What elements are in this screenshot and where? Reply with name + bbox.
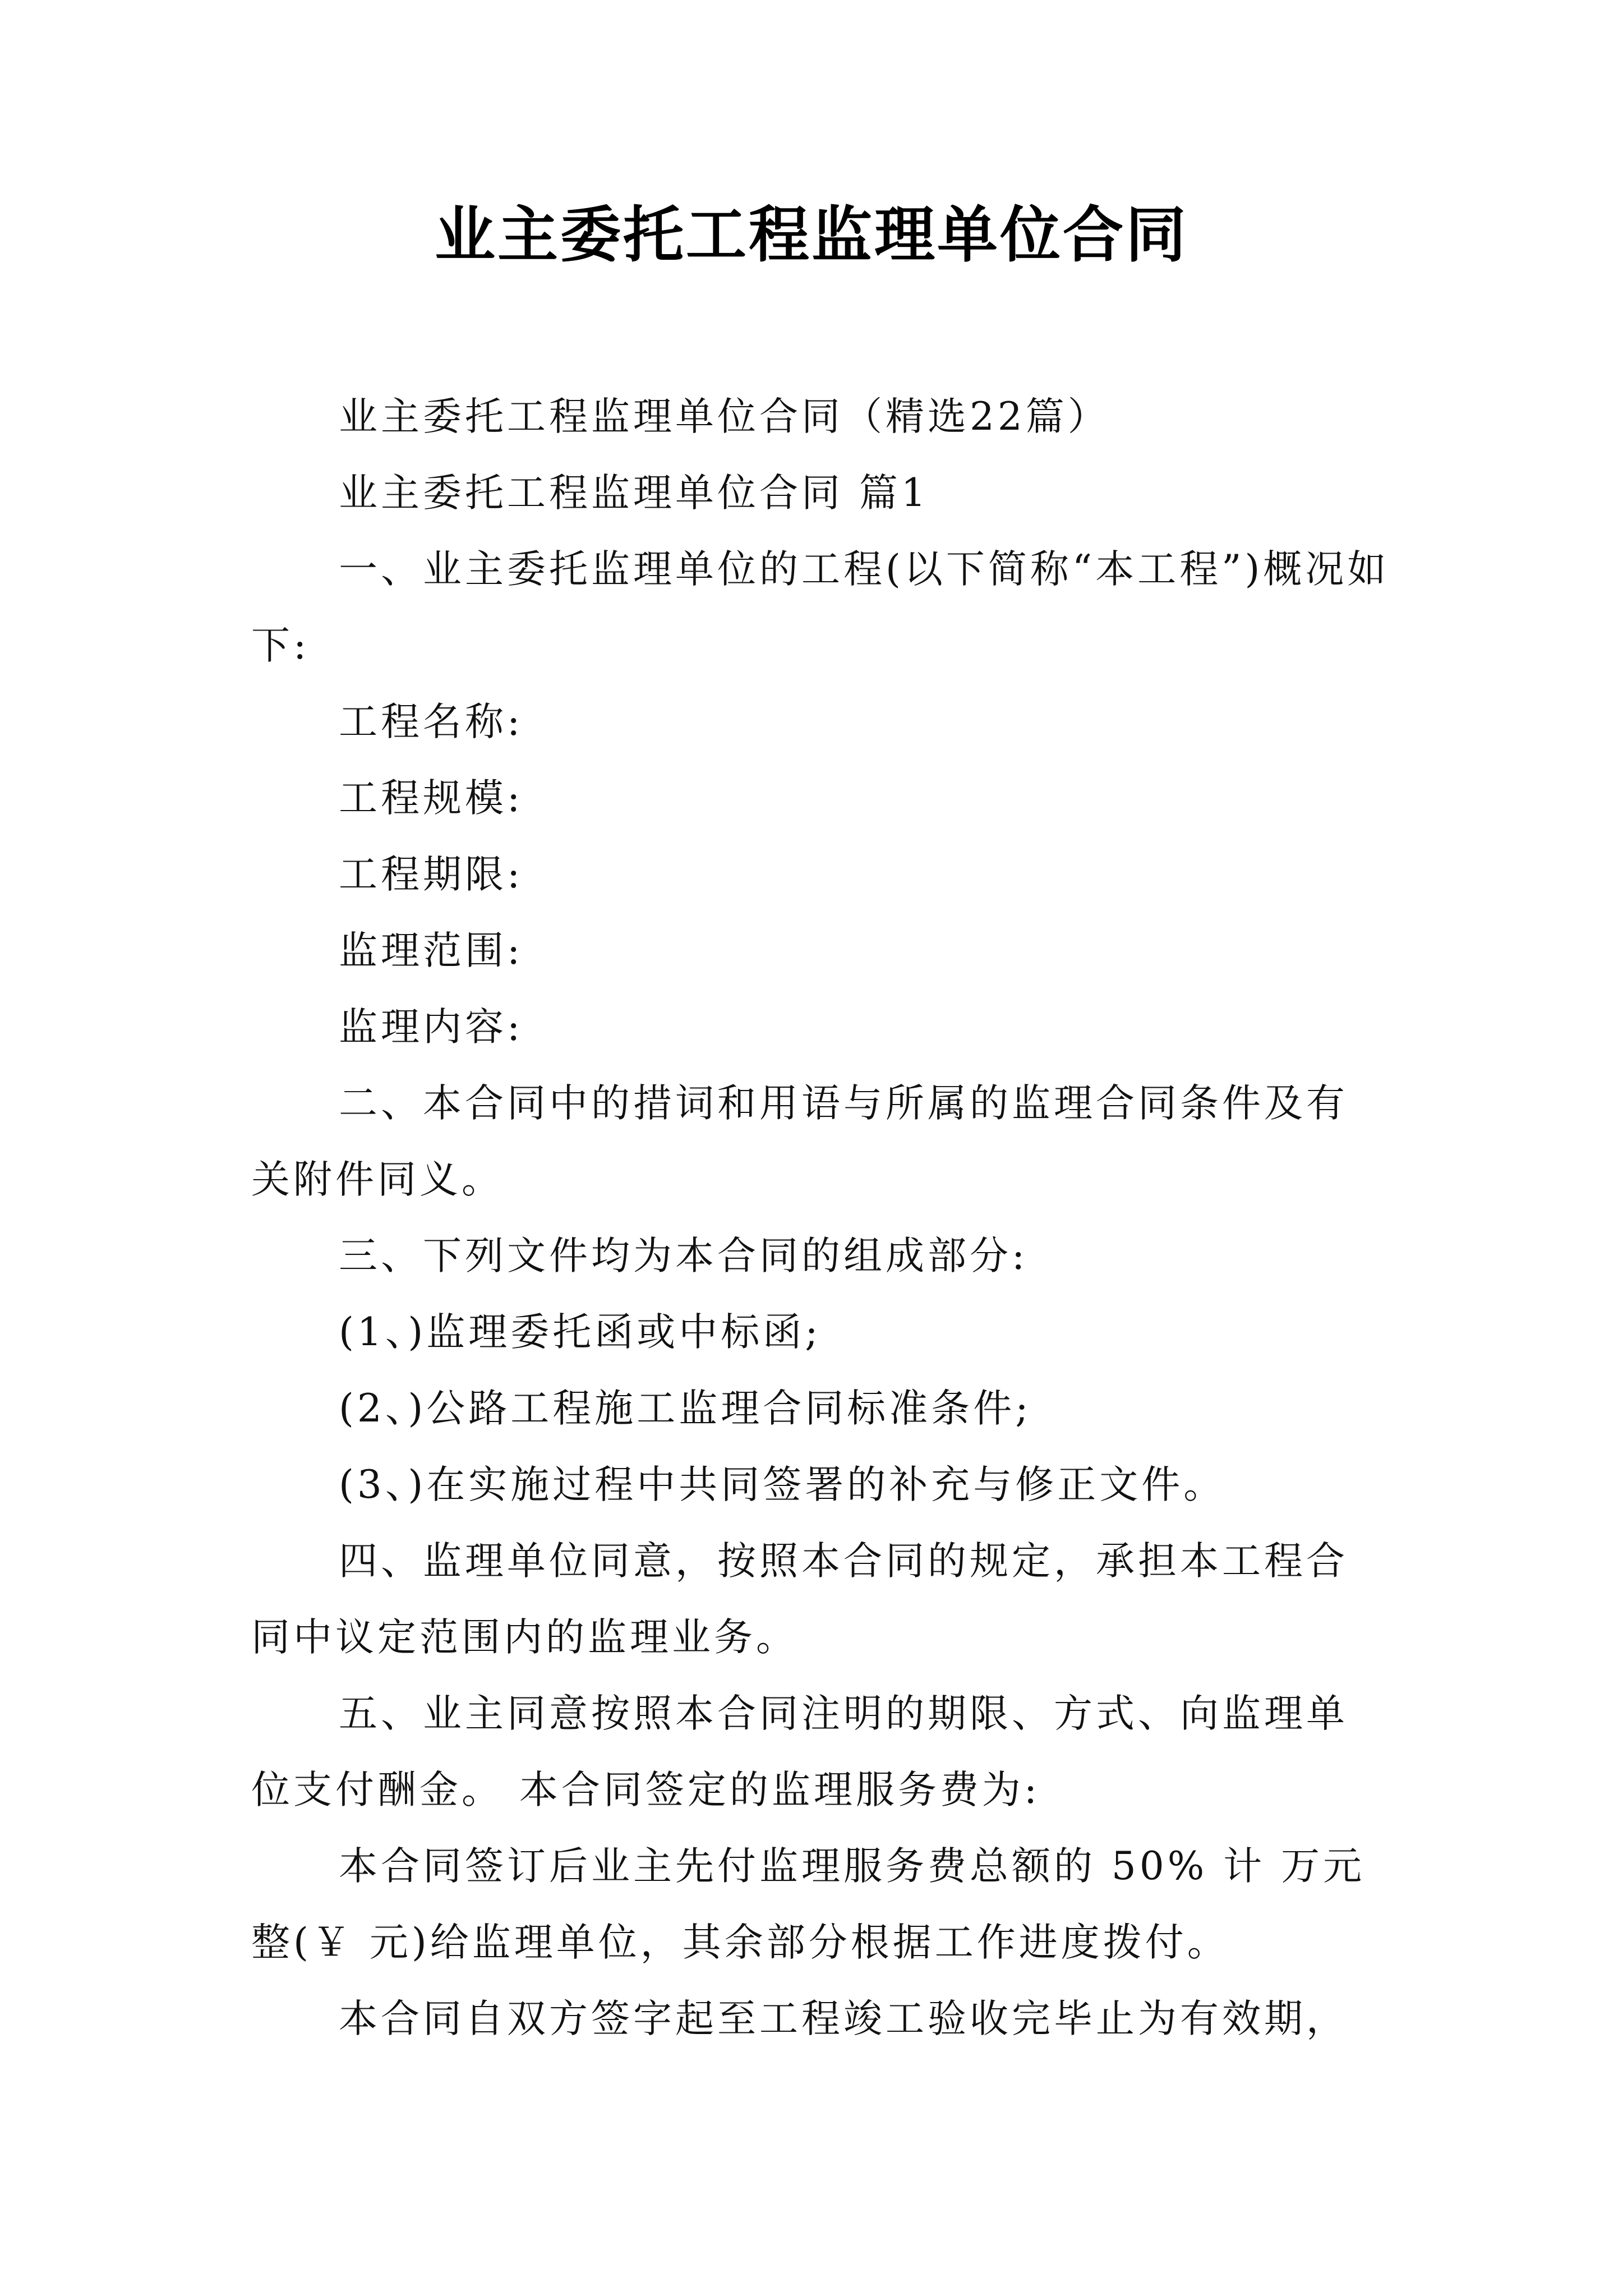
- paragraph-clause-2: 二、本合同中的措词和用语与所属的监理合同条件及有关附件同义。: [251, 1081, 1348, 1202]
- paragraph-document-3: (3、)在实施过程中共同签署的补充与修正文件。: [339, 1462, 1226, 1507]
- paragraph-validity: 本合同自双方签字起至工程竣工验收完毕止为有效期，: [339, 1996, 1348, 2041]
- document-title: 业主委托工程监理单位合同: [434, 200, 1188, 270]
- paragraph-document-1: (1、)监理委托函或中标函;: [339, 1310, 822, 1355]
- paragraph-project-name: 工程名称:: [339, 700, 524, 744]
- paragraph-project-scale: 工程规模:: [339, 776, 524, 821]
- paragraph-clause-5: 五、业主同意按照本合同注明的期限、方式、向监理单位支付酬金。 本合同签定的监理服务费为:: [251, 1691, 1348, 1812]
- paragraph-document-2: (2、)公路工程施工监理合同标准条件;: [339, 1386, 1032, 1431]
- paragraph-payment: 本合同签订后业主先付监理服务费总额的 50% 计 万元整(￥ 元)给监理单位，其余部分根据工作进度拨付。: [251, 1844, 1366, 1965]
- paragraph-supervision-scope: 监理范围:: [339, 928, 524, 973]
- paragraph-supervision-content: 监理内容:: [339, 1005, 524, 1050]
- paragraph-section-heading: 业主委托工程监理单位合同 篇1: [339, 471, 929, 516]
- document-body: [251, 379, 1390, 2057]
- paragraph-collection-title: 业主委托工程监理单位合同（精选22篇）: [339, 394, 1110, 439]
- paragraph-clause-3: 三、下列文件均为本合同的组成部分:: [339, 1234, 1029, 1278]
- paragraph-clause-4: 四、监理单位同意，按照本合同的规定，承担本工程合同中议定范围内的监理业务。: [251, 1539, 1348, 1660]
- paragraph-clause-1: 一、业主委托监理单位的工程(以下简称“本工程”)概况如下:: [251, 547, 1390, 668]
- paragraph-project-duration: 工程期限:: [339, 852, 524, 897]
